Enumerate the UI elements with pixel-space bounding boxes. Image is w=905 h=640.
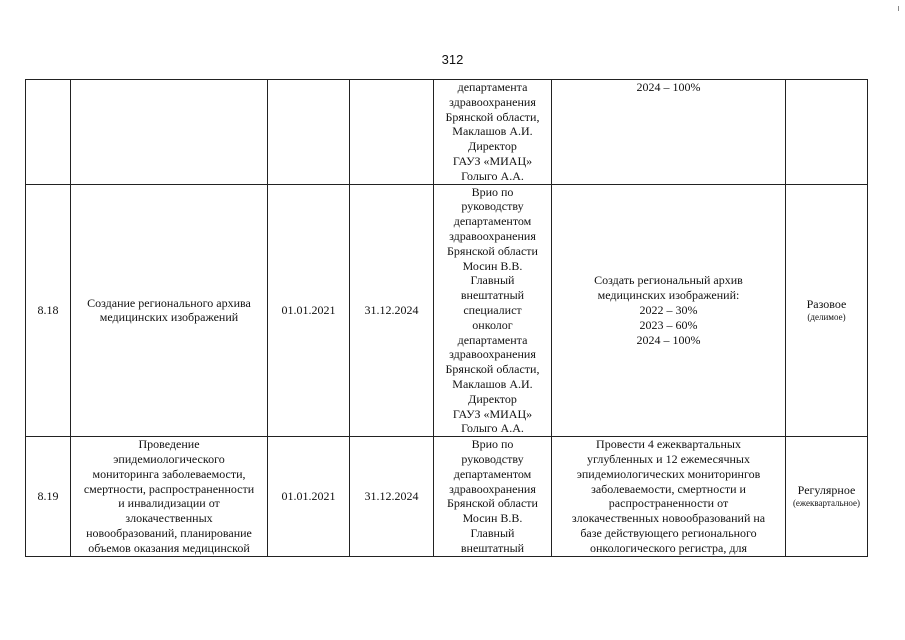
cell-line: Создать региональный архив — [594, 273, 743, 288]
cell-line: внештатный — [460, 540, 525, 555]
cell-line: объемов оказания медицинской — [88, 540, 250, 555]
cell-line: медицинских изображений: — [597, 288, 740, 303]
cell-line: Брянской области, — [445, 362, 540, 377]
measure-type-cell — [786, 80, 868, 185]
cell-line: Маклашов А.И. — [452, 124, 533, 139]
cell-line: 2022 – 30% — [639, 302, 698, 317]
measure-name-cell — [71, 437, 268, 556]
cell-line: департамента — [457, 80, 528, 94]
cell-line: 2024 – 100% — [636, 80, 701, 94]
cell-line: Врио по — [471, 184, 514, 199]
cell-line: эпидемиологических мониторингов — [576, 466, 761, 481]
responsible-cell — [434, 437, 552, 556]
measure-number-cell: 8.19 — [26, 437, 71, 556]
measure-name-cell — [71, 80, 268, 185]
measure-type: Разовое — [806, 297, 847, 312]
cell-line: здравоохранения — [449, 228, 536, 243]
table-row — [26, 80, 868, 185]
cell-line: мониторинга заболеваемости, — [92, 466, 246, 481]
cell-line: 2024 – 100% — [636, 332, 701, 347]
table-row — [26, 184, 868, 437]
measure-type-note: (делимое) — [807, 312, 846, 323]
measure-number-cell: 8.18 — [26, 184, 71, 437]
cell-line: углубленных и 12 ежемесячных — [587, 451, 750, 466]
start-date-cell: 01.01.2021 — [268, 437, 350, 556]
measure-name-cell — [71, 184, 268, 437]
cell-line: департаментом — [453, 466, 532, 481]
cell-line: распространенности от — [608, 496, 729, 511]
cell-line: Провести 4 ежеквартальных — [596, 437, 741, 452]
measures-table — [25, 79, 868, 557]
cell-line: Мосин В.В. — [462, 511, 523, 526]
cell-line: Главный — [470, 273, 515, 288]
measure-type-cell — [786, 437, 868, 556]
cell-line: Директор — [468, 139, 517, 154]
cell-line: медицинских изображений — [99, 310, 239, 325]
measure-type-cell — [786, 184, 868, 437]
end-date-cell: 31.12.2024 — [350, 437, 434, 556]
cell-line: ГАУЗ «МИАЦ» — [452, 406, 533, 421]
cell-line: базе действующего регионального — [580, 525, 757, 540]
end-date-cell — [350, 80, 434, 185]
cell-line: злокачественных — [125, 511, 213, 526]
cell-line: специалист — [463, 302, 522, 317]
cell-line: и инвалидизации от — [118, 496, 220, 511]
cell-line: Создание регионального архива — [87, 295, 251, 310]
measure-type-note: (ежеквартальное) — [792, 498, 861, 509]
page-number: 312 — [441, 52, 464, 67]
responsible-cell — [434, 184, 552, 437]
cell-line: внештатный — [460, 288, 525, 303]
start-date-cell — [268, 80, 350, 185]
result-cell — [552, 184, 786, 437]
cell-line: Брянской области — [447, 243, 538, 258]
cell-line: Мосин В.В. — [462, 258, 523, 273]
cell-line: департаментом — [453, 214, 532, 229]
cell-line: Главный — [470, 525, 515, 540]
cell-line: Врио по — [471, 437, 514, 452]
cell-line: новообразований, планирование — [86, 525, 252, 540]
measure-type: Регулярное — [797, 483, 856, 498]
start-date-cell: 01.01.2021 — [268, 184, 350, 437]
cell-line: Голыго А.А. — [461, 421, 524, 436]
cell-line: руководству — [461, 199, 524, 214]
measure-number-cell — [26, 80, 71, 185]
cell-line: смертности, распространенности — [83, 481, 255, 496]
cell-line: эпидемиологического — [113, 451, 225, 466]
cell-line: здравоохранения — [449, 94, 536, 109]
cell-line: руководству — [461, 451, 524, 466]
scan-mark — [898, 6, 899, 11]
result-cell — [552, 80, 786, 185]
cell-line: здравоохранения — [449, 347, 536, 362]
end-date-cell: 31.12.2024 — [350, 184, 434, 437]
cell-line: онкологического регистра, для — [590, 540, 747, 555]
cell-line: злокачественных новообразований на — [571, 511, 766, 526]
cell-line: департамента — [457, 332, 528, 347]
responsible-cell — [434, 80, 552, 185]
cell-line: Брянской области, — [445, 109, 540, 124]
cell-line: 2023 – 60% — [639, 317, 698, 332]
cell-line: Маклашов А.И. — [452, 376, 533, 391]
cell-line: ГАУЗ «МИАЦ» — [452, 153, 533, 168]
cell-line: Брянской области — [447, 496, 538, 511]
result-cell — [552, 437, 786, 556]
cell-line: Проведение — [138, 437, 200, 452]
cell-line: Директор — [468, 391, 517, 406]
cell-line: заболеваемости, смертности и — [591, 481, 746, 496]
cell-line: Голыго А.А. — [461, 168, 524, 183]
cell-line: онколог — [472, 317, 513, 332]
table-row — [26, 437, 868, 556]
cell-line: здравоохранения — [449, 481, 536, 496]
